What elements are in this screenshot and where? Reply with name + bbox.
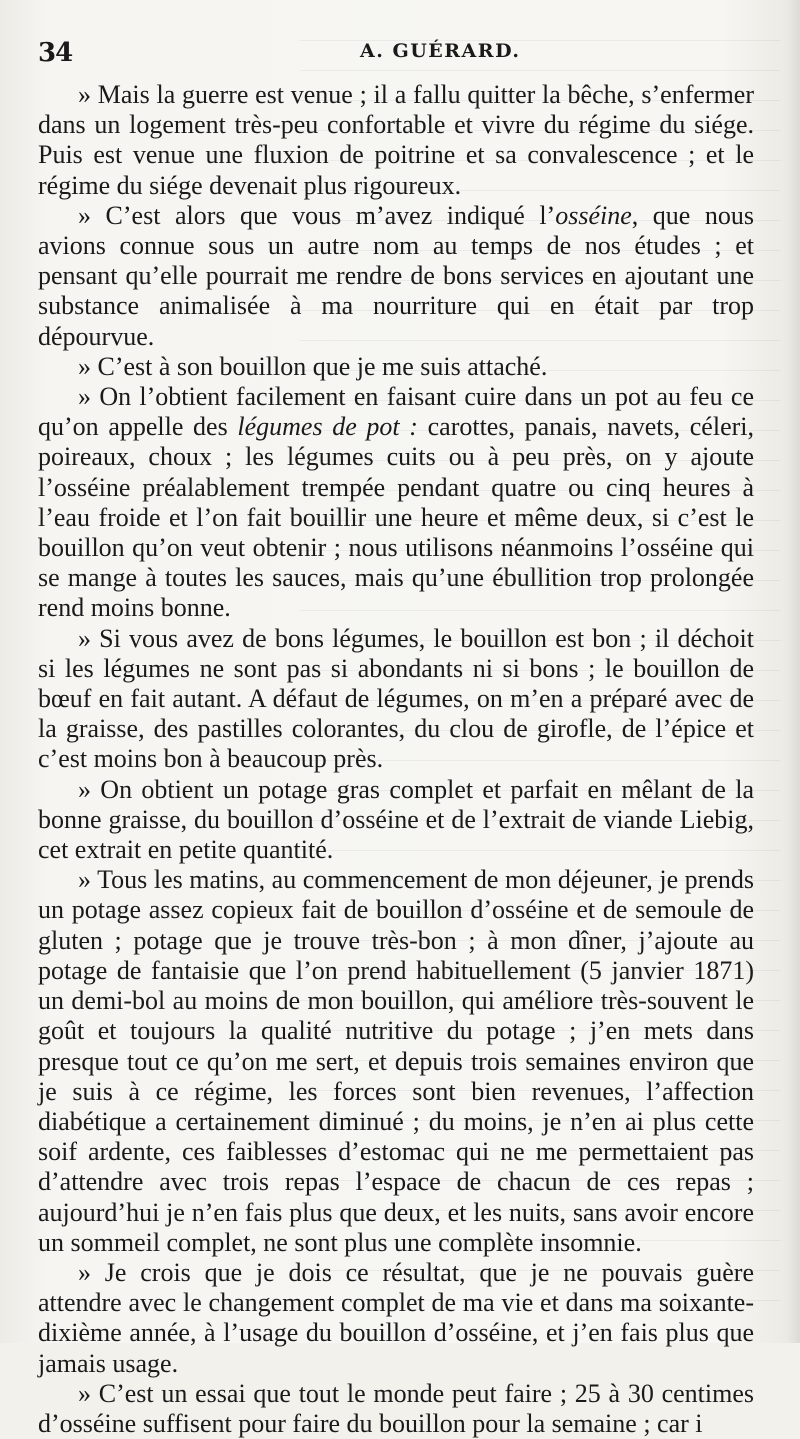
running-head: A. GUÉRARD. bbox=[360, 40, 521, 62]
body-text bbox=[38, 80, 754, 1439]
page-header bbox=[38, 38, 770, 72]
page-number: 34 bbox=[38, 38, 73, 68]
italic-term: légumes de pot : bbox=[237, 412, 418, 442]
paragraph: » Mais la guerre est venue ; il a fallu quitter la bêche, s’enfermer dans un logement très-peu confortable et vivre du régime du siége. Puis est venue une fluxion de poitrine et sa convalescence ; et le régime du siége devenait plus rigoureux. bbox=[38, 80, 754, 200]
paragraph: » Je crois que je dois ce résultat, que je ne pouvais guère attendre avec le changement complet de ma vie et dans ma soixante-dixième année, à l’usage du bouillon d’osséine, et j’en fais plus que jamais usage. bbox=[38, 1257, 754, 1378]
paragraph: » Tous les matins, au commencement de mon déjeuner, je prends un potage assez copieux fait de bouillon d’osséine et de semoule de gluten ; potage que je trouve très-bon ; à mon dîner, j’ajoute au potage de fantaisie que l’on prend habituellement (5 janvier 1871) un demi-bol au moins de mon bouillon, qui améliore très-souvent le goût et toujours la qualité nutritive du potage ; j’en mets dans presque tout ce qu’on me sert, et depuis trois semaines environ que je suis à ce régime, les forces sont bien revenues, l’affection diabétique a certainement diminué ; du moins, je n’en ai plus cette soif ardente, ces faiblesses d’estomac qui ne me permettaient pas d’attendre avec trois repas l’espace de chacun de ces repas ; aujourd’hui je n’en fais plus que deux, et les nuits, sans avoir encore un sommeil complet, ne sont plus une complète insomnie. bbox=[38, 865, 754, 1257]
paragraph: » C’est alors que vous m’avez indiqué l’osséine, que nous avions connue sous un autre nom au temps de nos études ; et pensant qu’elle pourrait me rendre de bons services en ajoutant une substance animalisée à ma nourriture qui en était par trop dépourvue. bbox=[38, 200, 754, 351]
paragraph: » Si vous avez de bons légumes, le bouillon est bon ; il déchoit si les légumes ne sont pas si abondants ni si bons ; le bouillon de bœuf en fait autant. A défaut de légumes, on m’en a préparé avec de la graisse, des pastilles colorantes, du clou de girofle, de l’épice et c’est moins bon à beaucoup près. bbox=[38, 623, 754, 774]
paragraph: » C’est à son bouillon que je me suis attaché. bbox=[78, 351, 548, 381]
page-edge-shadow bbox=[786, 0, 800, 1343]
italic-term: osséine bbox=[555, 200, 632, 230]
paragraph: » On l’obtient facilement en faisant cuire dans un pot au feu ce qu’on appelle des légumes de pot : carottes, panais, navets, céleri, poireaux, choux ; les légumes cuits ou à peu près, on y ajoute l’osséine préalablement trempée pendant quatre ou cinq heures à l’eau froide et l’on fait bouillir une heure et même deux, si c’est le bouillon qu’on veut obtenir ; nous utilisons néanmoins l’osséine qui se mange à toutes les sauces, mais qu’une ébullition trop prolongée rend moins bonne. bbox=[38, 382, 754, 623]
paragraph: » On obtient un potage gras complet et parfait en mêlant de la bonne graisse, du bouillon d’osséine et de l’extrait de viande Liebig, cet extrait en petite quantité. bbox=[38, 774, 754, 865]
paragraph: » C’est un essai que tout le monde peut faire ; 25 à 30 centimes d’osséine suffisent pour faire du bouillon pour la semaine ; car i bbox=[38, 1378, 754, 1438]
